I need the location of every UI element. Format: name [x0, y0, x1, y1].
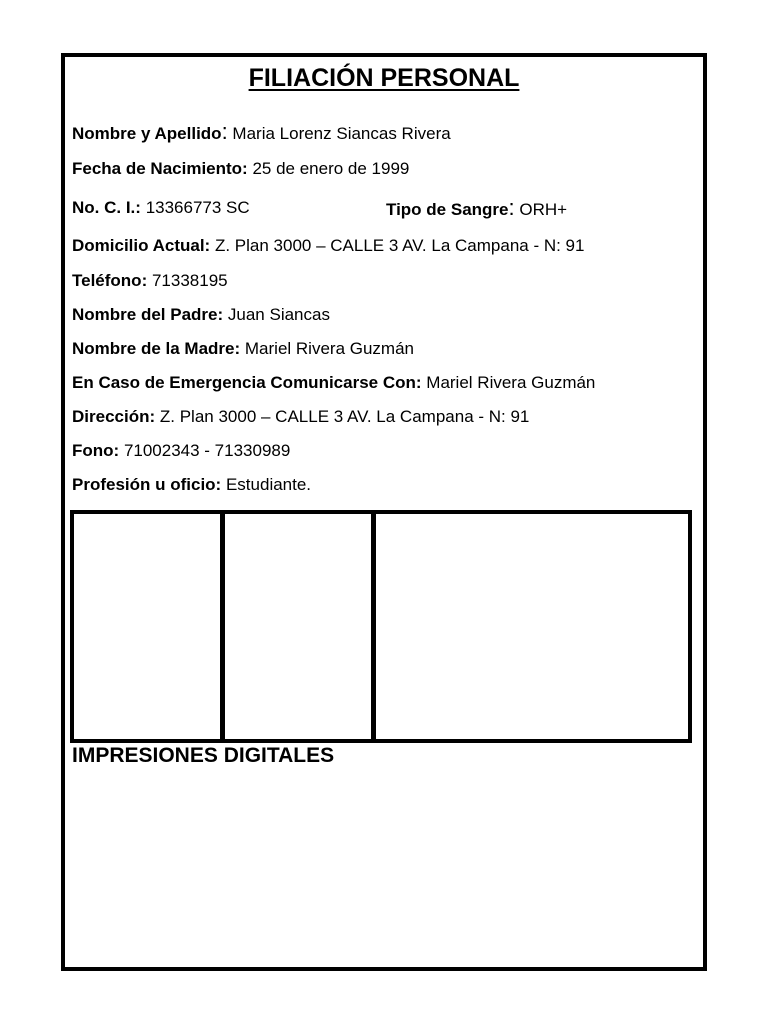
document-title: FILIACIÓN PERSONAL	[248, 64, 520, 92]
field-emergency-phone-value: 71002343 - 71330989	[123, 441, 291, 460]
field-emergency-address-label: Dirección:	[72, 407, 156, 426]
field-father-label: Nombre del Padre:	[72, 305, 224, 324]
field-address-label: Domicilio Actual:	[72, 236, 211, 255]
field-emergency-value: Mariel Rivera Guzmán	[426, 373, 596, 392]
field-phone	[72, 270, 228, 292]
field-address	[72, 235, 584, 257]
field-birth-date	[72, 158, 409, 180]
field-phone-value: 71338195	[151, 271, 228, 290]
field-profession-value: Estudiante.	[225, 475, 312, 494]
field-id-number	[72, 197, 250, 219]
fingerprint-cell-1	[74, 514, 220, 739]
field-emergency-address	[72, 406, 529, 428]
field-father-value: Juan Siancas	[227, 305, 330, 324]
field-father	[72, 304, 330, 326]
fingerprint-cell-2	[225, 514, 371, 739]
field-mother-value: Mariel Rivera Guzmán	[244, 339, 414, 358]
field-name-label: Nombre y Apellido	[72, 124, 222, 143]
field-emergency-address-value: Z. Plan 3000 – CALLE 3 AV. La Campana - N: 91	[159, 407, 530, 426]
field-name	[72, 121, 451, 145]
field-phone-label: Teléfono:	[72, 271, 148, 290]
field-blood-type	[386, 197, 567, 221]
field-name-value: Maria Lorenz Siancas Rivera	[232, 124, 451, 143]
field-emergency-label: En Caso de Emergencia Comunicarse Con:	[72, 373, 422, 392]
fingerprints-title: IMPRESIONES DIGITALES	[72, 744, 335, 767]
field-id-number-label: No. C. I.:	[72, 198, 141, 217]
field-blood-type-value: ORH+	[519, 200, 568, 219]
field-mother	[72, 338, 414, 360]
field-birth-date-value: 25 de enero de 1999	[252, 159, 410, 178]
field-id-number-value: 13366773 SC	[145, 198, 250, 217]
fingerprint-cell-3	[376, 514, 688, 739]
field-address-value: Z. Plan 3000 – CALLE 3 AV. La Campana - N: 91	[214, 236, 585, 255]
field-blood-type-separator: :	[508, 195, 515, 220]
field-emergency	[72, 372, 595, 394]
field-name-separator: :	[221, 119, 228, 144]
field-birth-date-label: Fecha de Nacimiento:	[72, 159, 248, 178]
field-profession	[72, 474, 311, 496]
field-emergency-phone	[72, 440, 290, 462]
field-mother-label: Nombre de la Madre:	[72, 339, 241, 358]
field-blood-type-label: Tipo de Sangre	[386, 200, 509, 219]
field-profession-label: Profesión u oficio:	[72, 475, 222, 494]
field-emergency-phone-label: Fono:	[72, 441, 120, 460]
